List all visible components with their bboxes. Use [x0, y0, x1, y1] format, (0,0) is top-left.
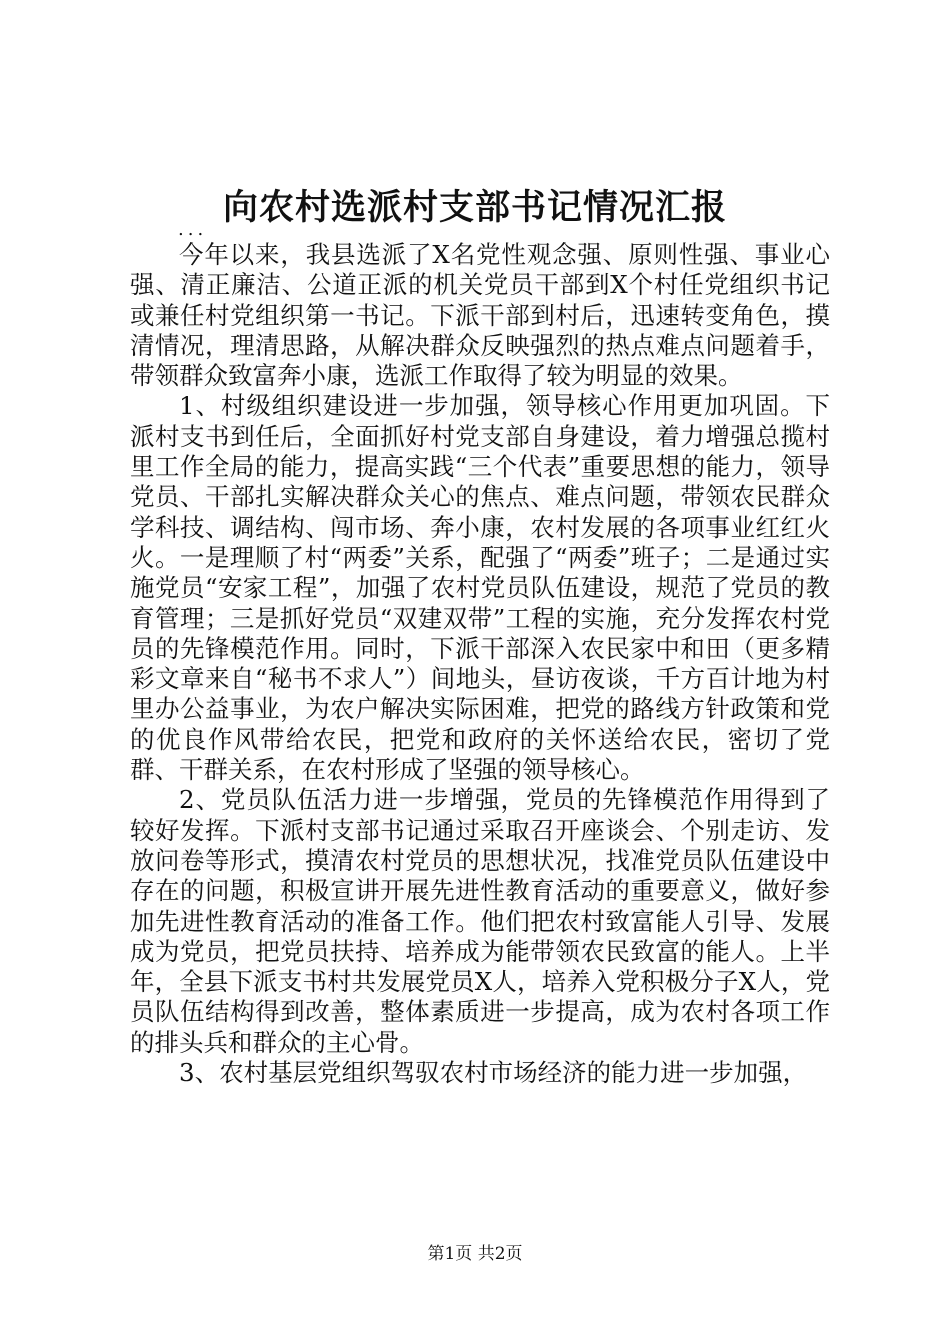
- paragraph-3: 3、农村基层党组织驾驭农村市场经济的能力进一步加强，: [179, 1058, 808, 1088]
- paragraph-intro: 今年以来，我县选派了X名党性观念强、原则性强、事业心强、清正廉洁、公道正派的机关党员干部到X个村任党组织书记或兼任村党组织第一书记。下派干部到村后，迅速转变角色，摸清情况，理清思路，从解决群众反映强烈的热点难点问题着手，带领群众致富奔小康，选派工作取得了较为明显的效果。: [130, 240, 830, 391]
- paragraph-1: 1、村级组织建设进一步加强，领导核心作用更加巩固。下派村支书到任后，全面抓好村党支部自身建设，着力增强总揽村里工作全局的能力，提高实践“三个代表”重要思想的能力，领导党员、干部扎实解决群众关心的焦点、难点问题，带领农民群众学科技、调结构、闯市场、奔小康，农村发展的各项事业红红火火。一是理顺了村“两委”关系，配强了“两委”班子；二是通过实施党员“安家工程”，加强了农村党员队伍建设，规范了党员的教育管理；三是抓好党员“双建双带”工程的实施，充分发挥农村党员的先锋模范作用。同时，下派干部深入农民家中和田（更多精彩文章来自“秘书不求人”）间地头，昼访夜谈，千方百计地为村里办公益事业，为农户解决实际困难，把党的路线方针政策和党的优良作风带给农民，把党和政府的关怀送给农民，密切了党群、干群关系，在农村形成了坚强的领导核心。: [130, 391, 830, 785]
- page-number-footer: 第1页 共2页: [427, 1244, 523, 1264]
- paragraph-2: 2、党员队伍活力进一步增强，党员的先锋模范作用得到了较好发挥。下派村支部书记通过采取召开座谈会、个别走访、发放问卷等形式，摸清农村党员的思想状况，找准党员队伍建设中存在的问题，积极宣讲开展先进性教育活动的重要意义，做好参加先进性教育活动的准备工作。他们把农村致富能人引导、发展成为党员，把党员扶持、培养成为能带领农民致富的能人。上半年，全县下派支书村共发展党员X人，培养入党积极分子X人，党员队伍结构得到改善，整体素质进一步提高，成为农村各项工作的排头兵和群众的主心骨。: [130, 785, 830, 1057]
- ellipsis-mark: ...: [178, 219, 208, 240]
- document-title: 向农村选派村支部书记情况汇报: [222, 187, 727, 228]
- document-body: [130, 240, 830, 1088]
